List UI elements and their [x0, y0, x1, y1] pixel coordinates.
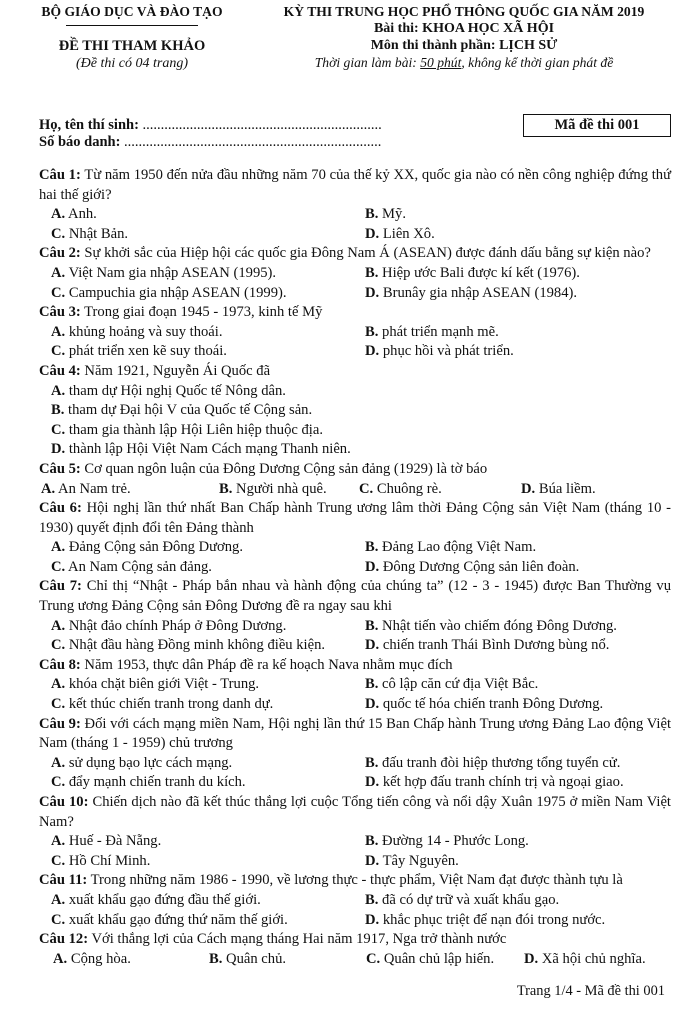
question-number: Câu 9:: [39, 715, 81, 732]
answer-option-c: [51, 558, 212, 578]
option-text: đấu tranh đòi hiệp thương tổng tuyển cử.: [382, 754, 621, 771]
option-key: C.: [51, 225, 66, 242]
question-text: Sự khởi sắc của Hiệp hội các quốc gia Đông Nam Á (ASEAN) được đánh dấu bằng sự kiện nào?: [84, 245, 651, 262]
option-key: A.: [51, 754, 66, 771]
question-text: Trong giai đoạn 1945 - 1973, kinh tế Mỹ: [84, 304, 323, 321]
question-list: [39, 166, 671, 969]
option-key: A.: [51, 382, 66, 399]
option-text: Nhật tiến vào chiếm đóng Đông Dương.: [382, 617, 617, 634]
option-text: Chuông rè.: [376, 480, 442, 497]
option-key: A.: [51, 833, 66, 850]
ministry-header: [34, 4, 230, 72]
option-text: Búa liềm.: [538, 480, 596, 497]
option-key: A.: [51, 206, 66, 223]
question-2: [39, 244, 671, 303]
time-suffix: , không kể thời gian phát đề: [461, 55, 614, 70]
question-text: Từ năm 1950 đến nửa đầu những năm 70 của thế kỷ XX, quốc gia nào có nền công nghiệp đứng thứ hai thế giới?: [39, 167, 671, 203]
option-text: quốc tế hóa chiến tranh Đông Dương.: [382, 696, 604, 713]
options-row: [39, 342, 671, 362]
answer-option-a: [53, 950, 131, 970]
exam-kind: ĐỀ THI THAM KHẢO: [58, 38, 206, 54]
option-text: tham dự Đại hội V của Quốc tế Cộng sản.: [68, 402, 313, 419]
option-key: A.: [51, 617, 66, 634]
answer-option-a: [41, 480, 131, 500]
question-stem: [39, 871, 671, 891]
answer-option-a: [51, 382, 286, 402]
answer-option-d: [365, 695, 603, 715]
answer-option-d: [51, 440, 351, 460]
question-6: [39, 499, 671, 577]
question-number: Câu 1:: [39, 167, 81, 183]
option-key: C.: [51, 852, 66, 869]
answer-option-d: [365, 773, 624, 793]
option-key: D.: [51, 441, 66, 458]
option-text: đã có dự trữ và xuất khẩu gạo.: [382, 891, 560, 908]
question-stem: [39, 930, 671, 950]
answer-option-b: [365, 205, 406, 225]
id-label: Số báo danh:: [39, 134, 121, 150]
answer-option-b: [365, 538, 536, 558]
question-11: [39, 871, 671, 930]
answer-option-c: [51, 911, 288, 931]
options-row: [39, 264, 671, 284]
answer-option-a: [51, 205, 97, 225]
option-key: D.: [365, 696, 380, 713]
option-text: Anh.: [68, 206, 97, 223]
answer-option-c: [359, 480, 442, 500]
option-key: C.: [51, 284, 66, 301]
answer-option-c: [51, 284, 287, 304]
exam-header: [254, 4, 674, 71]
option-text: Người nhà quê.: [236, 480, 327, 497]
answer-option-c: [51, 342, 227, 362]
ministry-name: BỘ GIÁO DỤC VÀ ĐÀO TẠO: [41, 4, 223, 19]
option-key: B.: [219, 480, 233, 497]
answer-option-c: [366, 950, 494, 970]
answer-option-a: [51, 538, 243, 558]
answer-option-a: [51, 754, 232, 774]
option-key: C.: [51, 343, 66, 360]
answer-option-a: [51, 832, 161, 852]
question-text: Chiến dịch nào đã kết thúc thắng lợi cuộc Tổng tiến công và nổi dậy Xuân 1975 ở miền Nam Việt Nam?: [39, 794, 671, 830]
option-text: đẩy mạnh chiến tranh du kích.: [68, 774, 246, 791]
option-text: tham dự Hội nghị Quốc tế Nông dân.: [68, 382, 286, 399]
options-row: [39, 558, 671, 578]
name-label: Họ, tên thí sinh:: [39, 117, 139, 133]
question-text: Năm 1921, Nguyễn Ái Quốc đã: [84, 362, 271, 379]
question-10: [39, 793, 671, 871]
option-text: khủng hoảng và suy thoái.: [68, 323, 223, 340]
option-key: A.: [51, 264, 66, 281]
id-blank: .......................................................................: [120, 134, 382, 150]
options-row: [39, 695, 671, 715]
time-prefix: Thời gian làm bài:: [314, 55, 421, 70]
options-row: [39, 480, 671, 500]
option-text: khóa chặt biên giới Việt - Trung.: [68, 676, 260, 693]
options-row: [39, 832, 671, 852]
option-text: Mỹ.: [382, 206, 406, 223]
option-text: Huế - Đà Nẵng.: [68, 833, 162, 850]
question-number: Câu 4:: [39, 362, 81, 379]
answer-option-a: [51, 323, 222, 343]
options-row: [39, 323, 671, 343]
answer-option-d: [365, 911, 605, 931]
exam-title: KỲ THI TRUNG HỌC PHỔ THÔNG QUỐC GIA NĂM 2019: [283, 4, 645, 19]
option-text: Nhật đảo chính Pháp ở Đông Dương.: [68, 617, 287, 634]
answer-option-d: [365, 225, 435, 245]
option-text: Hiệp ước Bali được kí kết (1976).: [382, 264, 580, 281]
question-stem: [39, 577, 671, 616]
answer-option-b: [365, 264, 580, 284]
answer-option-a: [51, 675, 259, 695]
option-text: An Nam Cộng sản đảng.: [68, 558, 212, 575]
question-1: [39, 166, 671, 244]
question-stem: [39, 499, 671, 538]
answer-option-c: [51, 421, 323, 441]
option-text: xuất khẩu gạo đứng thứ năm thế giới.: [68, 911, 288, 928]
name-blank: ..................................................................: [138, 117, 382, 133]
option-text: phát triển mạnh mẽ.: [382, 323, 499, 340]
options-row: [39, 852, 671, 872]
option-text: khắc phục triệt để nạn đói trong nước.: [382, 911, 606, 928]
options-row: [39, 225, 671, 245]
option-key: A.: [51, 323, 66, 340]
question-number: Câu 5:: [39, 460, 81, 477]
option-key: A.: [53, 950, 68, 967]
answer-option-d: [365, 342, 514, 362]
question-12: [39, 930, 671, 969]
option-text: Đảng Lao động Việt Nam.: [382, 539, 537, 556]
options-row: [39, 773, 671, 793]
options-row: [39, 382, 671, 402]
option-text: phát triển xen kẽ suy thoái.: [68, 343, 227, 360]
options-row: [39, 538, 671, 558]
component-label: Môn thi thành phần: LỊCH SỬ: [370, 38, 558, 53]
question-text: Đối với cách mạng miền Nam, Hội nghị lần thứ 15 Ban Chấp hành Trung ương Đảng Lao động Việt Nam (tháng 1 - 1959) chủ trương: [39, 715, 672, 752]
time-note: [254, 54, 674, 71]
option-text: Nhật đầu hàng Đồng minh không điều kiện.: [68, 637, 326, 654]
option-key: D.: [365, 911, 380, 928]
answer-option-b: [365, 891, 559, 911]
option-key: A.: [51, 891, 66, 908]
option-key: B.: [365, 891, 379, 908]
option-text: thành lập Hội Việt Nam Cách mạng Thanh niên.: [68, 441, 351, 458]
answer-option-a: [51, 617, 286, 637]
option-text: Campuchia gia nhập ASEAN (1999).: [68, 284, 287, 301]
answer-option-b: [209, 950, 286, 970]
option-key: D.: [524, 950, 539, 967]
option-text: xuất khẩu gạo đứng đầu thế giới.: [68, 891, 261, 908]
option-key: B.: [209, 950, 223, 967]
option-key: D.: [365, 225, 380, 242]
question-number: Câu 11:: [39, 872, 88, 889]
question-stem: [39, 656, 671, 676]
option-text: kết hợp đấu tranh chính trị và ngoại giao.: [382, 774, 624, 791]
question-4: [39, 362, 671, 460]
option-key: C.: [366, 950, 381, 967]
option-text: Liên Xô.: [382, 225, 435, 242]
question-number: Câu 3:: [39, 304, 81, 321]
options-row: [39, 754, 671, 774]
answer-option-a: [51, 891, 261, 911]
answer-option-c: [51, 695, 273, 715]
question-number: Câu 10:: [39, 794, 89, 810]
option-key: D.: [365, 637, 380, 654]
option-key: D.: [365, 284, 380, 301]
question-stem: [39, 793, 671, 832]
option-key: B.: [365, 206, 379, 223]
options-row: [39, 891, 671, 911]
question-text: Năm 1953, thực dân Pháp đề ra kế hoạch Nava nhằm mục đích: [84, 656, 453, 673]
answer-option-b: [365, 617, 617, 637]
option-text: Quân chủ lập hiến.: [383, 950, 495, 967]
options-row: [39, 950, 671, 970]
option-key: A.: [51, 676, 66, 693]
answer-option-b: [365, 323, 499, 343]
option-key: D.: [365, 343, 380, 360]
answer-option-d: [365, 284, 577, 304]
option-key: B.: [365, 323, 379, 340]
option-text: chiến tranh Thái Bình Dương bùng nổ.: [382, 637, 610, 654]
question-number: Câu 7:: [39, 578, 82, 595]
answer-option-d: [365, 636, 609, 656]
page-footer: Trang 1/4 - Mã đề thi 001: [516, 983, 665, 999]
option-key: B.: [365, 676, 379, 693]
option-key: D.: [365, 558, 380, 575]
option-text: Đường 14 - Phước Long.: [382, 833, 529, 850]
option-key: D.: [365, 774, 380, 791]
question-text: Chỉ thị “Nhật - Pháp bắn nhau và hành động của chúng ta” (12 - 3 - 1945) được Ban Thường vụ Trung ương Đảng Cộng sản Đông Dương đề ra ngay sau khi: [39, 578, 671, 615]
option-key: C.: [51, 558, 66, 575]
option-text: Quân chủ.: [226, 950, 287, 967]
answer-option-c: [51, 636, 325, 656]
answer-option-d: [524, 950, 646, 970]
question-number: Câu 2:: [39, 245, 81, 262]
question-stem: [39, 460, 671, 480]
options-row: [39, 401, 671, 421]
option-text: kết thúc chiến tranh trong danh dự.: [68, 696, 274, 713]
question-9: [39, 715, 671, 793]
option-key: B.: [365, 754, 379, 771]
question-stem: [39, 303, 671, 323]
question-stem: [39, 362, 671, 382]
option-text: phục hồi và phát triển.: [382, 343, 514, 360]
exam-code-box: Mã đề thi 001: [523, 114, 671, 137]
answer-option-b: [365, 832, 529, 852]
option-key: A.: [51, 539, 66, 556]
answer-option-d: [365, 558, 579, 578]
option-key: C.: [359, 480, 374, 497]
header-rule: [66, 25, 198, 26]
question-number: Câu 12:: [39, 931, 89, 948]
question-text: Trong những năm 1986 - 1990, về lương thực - thực phẩm, Việt Nam đạt được thành tựu là: [90, 872, 623, 889]
option-text: Xã hội chủ nghĩa.: [541, 950, 646, 967]
option-key: C.: [51, 696, 66, 713]
option-key: D.: [365, 852, 380, 869]
question-text: Cơ quan ngôn luận của Đông Dương Cộng sản đảng (1929) là tờ báo: [84, 460, 488, 477]
pages-note: (Đề thi có 04 trang): [76, 56, 188, 71]
question-text: Với thắng lợi của Cách mạng tháng Hai năm 1917, Nga trở thành nước: [91, 931, 507, 948]
option-text: Việt Nam gia nhập ASEAN (1995).: [68, 264, 277, 281]
option-text: cô lập căn cứ địa Việt Bắc.: [382, 676, 539, 693]
answer-option-a: [51, 264, 276, 284]
candidate-name-row: [39, 117, 382, 134]
options-row: [39, 675, 671, 695]
question-stem: [39, 715, 671, 754]
option-text: Đông Dương Cộng sản liên đoàn.: [382, 558, 580, 575]
time-value: 50 phút: [420, 55, 462, 70]
option-text: Hồ Chí Minh.: [68, 852, 151, 869]
option-text: tham gia thành lập Hội Liên hiệp thuộc địa.: [68, 421, 323, 438]
question-number: Câu 6:: [39, 500, 82, 517]
subject-label: Bài thi: KHOA HỌC XÃ HỘI: [373, 21, 555, 36]
options-row: [39, 205, 671, 225]
question-number: Câu 8:: [39, 656, 81, 673]
candidate-info: [39, 117, 382, 151]
option-key: D.: [521, 480, 536, 497]
answer-option-b: [51, 401, 312, 421]
options-row: [39, 636, 671, 656]
option-text: Tây Nguyên.: [382, 852, 459, 869]
option-text: Nhật Bản.: [68, 225, 129, 242]
options-row: [39, 617, 671, 637]
answer-option-d: [365, 852, 459, 872]
answer-option-d: [521, 480, 596, 500]
answer-option-c: [51, 852, 150, 872]
option-key: B.: [365, 617, 379, 634]
candidate-id-row: [39, 134, 382, 151]
option-text: Cộng hòa.: [70, 950, 131, 967]
answer-option-b: [219, 480, 327, 500]
question-text: Hội nghị lần thứ nhất Ban Chấp hành Trung ương lâm thời Đảng Cộng sản Việt Nam (tháng 10 - 1930) quyết định đổi tên Đảng thành: [39, 500, 671, 536]
option-key: C.: [51, 421, 66, 438]
answer-option-c: [51, 225, 128, 245]
option-text: An Nam trẻ.: [58, 480, 131, 497]
question-3: [39, 303, 671, 362]
question-8: [39, 656, 671, 715]
options-row: [39, 284, 671, 304]
option-key: B.: [365, 833, 379, 850]
option-key: C.: [51, 911, 66, 928]
question-5: [39, 460, 671, 499]
options-row: [39, 421, 671, 441]
answer-option-b: [365, 754, 620, 774]
option-key: B.: [51, 402, 65, 419]
question-7: [39, 577, 671, 655]
option-key: B.: [365, 539, 379, 556]
option-text: Đảng Cộng sản Đông Dương.: [68, 539, 243, 556]
answer-option-b: [365, 675, 538, 695]
option-key: B.: [365, 264, 379, 281]
question-stem: [39, 244, 671, 264]
option-key: C.: [51, 774, 66, 791]
option-text: sử dụng bạo lực cách mạng.: [68, 754, 233, 771]
options-row: [39, 440, 671, 460]
question-stem: [39, 166, 671, 205]
answer-option-c: [51, 773, 246, 793]
options-row: [39, 911, 671, 931]
option-text: Brunây gia nhập ASEAN (1984).: [382, 284, 578, 301]
option-key: C.: [51, 637, 66, 654]
option-key: A.: [41, 480, 56, 497]
